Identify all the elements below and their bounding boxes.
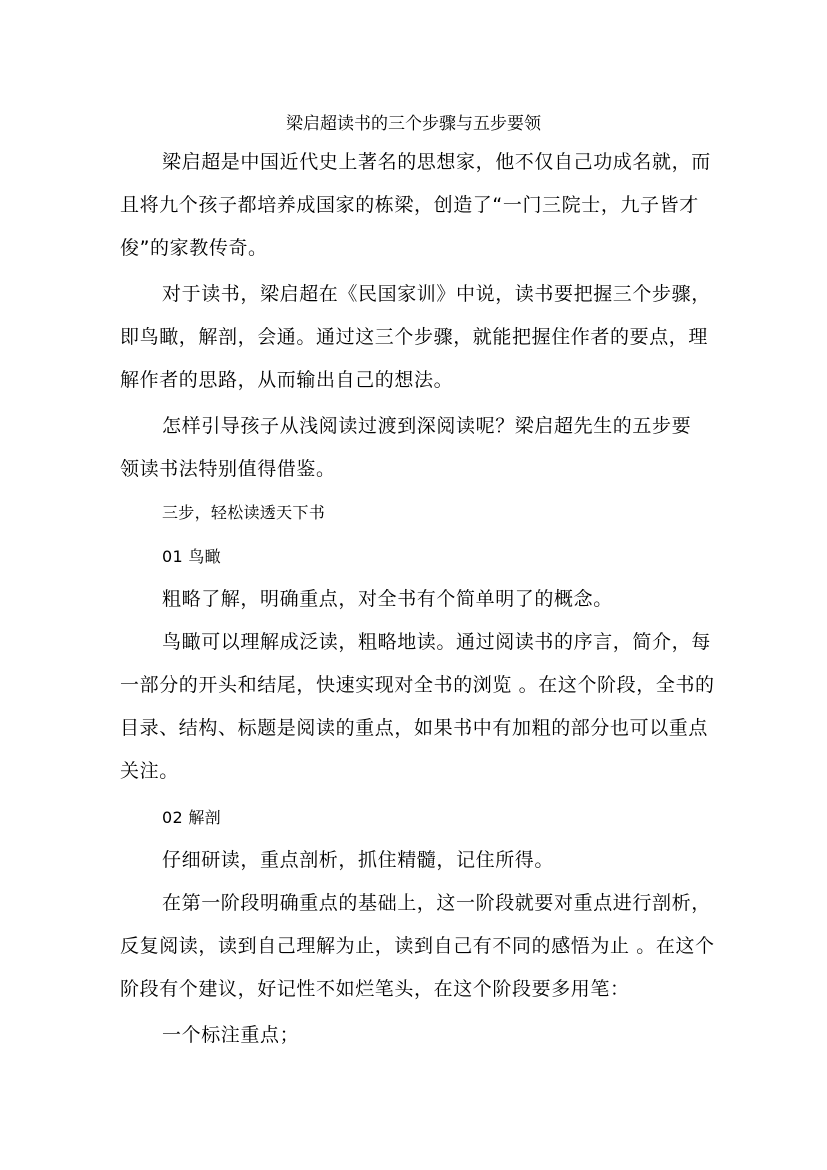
subsection-heading: 02 解剖 xyxy=(162,808,221,827)
paragraph-line: 解作者的思路，从而输出自己的想法。 xyxy=(120,369,454,391)
paragraph-line: 在第一阶段明确重点的基础上，这一阶段就要对重点进行剖析， xyxy=(162,892,711,914)
paragraph-line: 鸟瞰可以理解成泛读，粗略地读。通过阅读书的序言，简介，每 xyxy=(162,631,711,653)
paragraph-line: 一个标注重点； xyxy=(162,1024,300,1046)
paragraph-line: 且将九个孩子都培养成国家的栋梁，创造了“一门三院士，九子皆才 xyxy=(120,194,699,216)
paragraph-line: 俊”的家教传奇。 xyxy=(120,237,268,259)
paragraph-line: 领读书法特别值得借鉴。 xyxy=(120,458,336,480)
paragraph-line: 仔细研读，重点剖析，抓住精髓，记住所得。 xyxy=(162,849,555,871)
section-heading: 三步，轻松读透天下书 xyxy=(162,503,326,522)
paragraph-line: 梁启超是中国近代史上著名的思想家，他不仅自己功成名就，而 xyxy=(162,151,711,173)
paragraph-line: 阶段有个建议，好记性不如烂笔头，在这个阶段要多用笔： xyxy=(120,978,630,1000)
paragraph-line: 即鸟瞰，解剖，会通。通过这三个步骤，就能把握住作者的要点，理 xyxy=(120,326,709,348)
subsection-heading: 01 鸟瞰 xyxy=(162,547,221,566)
document-title: 梁启超读书的三个步骤与五步要领 xyxy=(286,114,541,134)
paragraph-line: 怎样引导孩子从浅阅读过渡到深阅读呢？梁启超先生的五步要 xyxy=(162,415,692,437)
paragraph-line: 关注。 xyxy=(120,760,179,782)
paragraph-line: 反复阅读，读到自己理解为止，读到自己有不同的感悟为止 。在这个 xyxy=(120,935,715,957)
paragraph-line: 粗略了解，明确重点，对全书有个简单明了的概念。 xyxy=(162,588,613,610)
paragraph-line: 一部分的开头和结尾，快速实现对全书的浏览 。在这个阶段，全书的 xyxy=(120,674,715,696)
paragraph-line: 对于读书，梁启超在《民国家训》中说，读书要把握三个步骤， xyxy=(162,283,711,305)
paragraph-line: 目录、结构、标题是阅读的重点，如果书中有加粗的部分也可以重点 xyxy=(120,717,709,739)
